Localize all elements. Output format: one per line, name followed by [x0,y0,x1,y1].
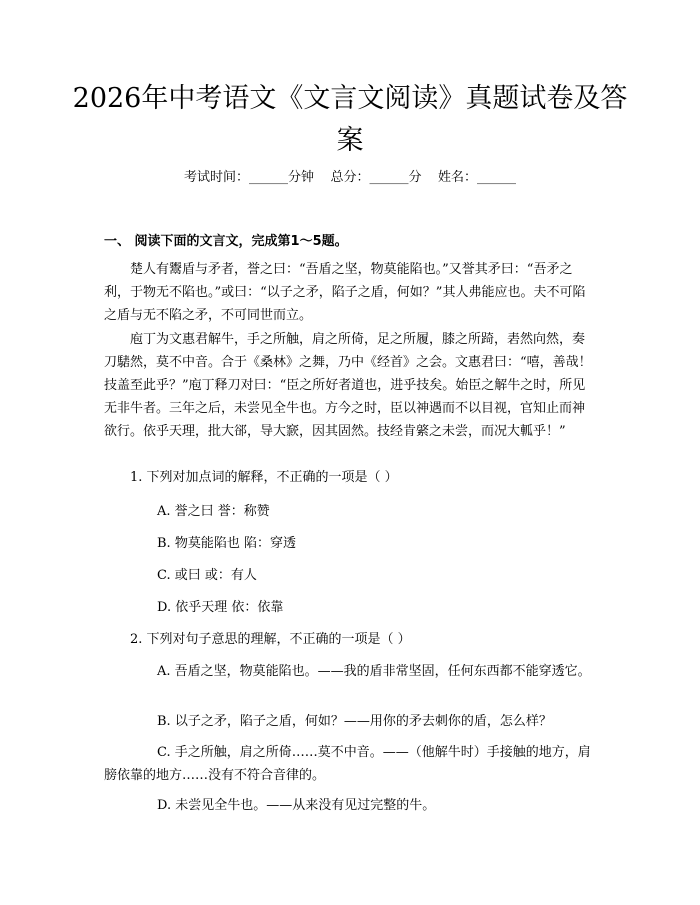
question-2-option-c: C. 手之所触，肩之所倚……莫不中音。——（他解牛时）手接触的地方，肩膀依靠的地方……没有不符合音律的。 [104,745,591,783]
question-1-stem: 1. 下列对加点词的解释，不正确的一项是（ ） [130,470,398,485]
section-heading: 一、 阅读下面的文言文，完成第1～5题。 [104,234,348,249]
question-1-option-b: B. 物莫能陷也 陷：穿透 [157,536,296,551]
question-1-option-a: A. 誉之曰 誉：称赞 [157,504,270,519]
exam-info-line: 考试时间：______分钟 总分：______分 姓名：______ [183,170,517,185]
question-2-option-a: A. 吾盾之坚，物莫能陷也。——我的盾非常坚固，任何东西都不能穿透它。 [157,664,591,679]
question-2-stem: 2. 下列对句子意思的理解，不正确的一项是（ ） [130,632,411,647]
document-title: 2026年中考语文《文言文阅读》真题试卷及答案 [72,83,628,156]
question-2-option-d: D. 未尝见全牛也。——从来没有见过完整的牛。 [157,798,436,813]
question-2-option-b: B. 以子之矛，陷子之盾，何如？——用你的矛去刺你的盾，怎么样？ [157,714,552,729]
passage-paragraph-2: 庖丁为文惠君解牛，手之所触，肩之所倚，足之所履，膝之所踦，砉然向然，奏刀騞然，莫不中音。合于《桑林》之舞，乃中《经首》之会。文惠君曰：“嘻，善哉！技盖至此乎？”庖丁释刀对曰：“臣之所好者道也，进乎技矣。始臣之解牛之时，所见无非牛者。三年之后，未尝见全牛也。方今之时，臣以神遇而不以目视，官知止而神欲行。依乎天理，批大郤，导大窾，因其固然。技经肯綮之未尝，而况大軱乎！” [104,332,592,439]
passage-paragraph-1: 楚人有鬻盾与矛者，誉之曰：“吾盾之坚，物莫能陷也。”又誉其矛曰：“吾矛之利，于物无不陷也。”或曰：“以子之矛，陷子之盾，何如？”其人弗能应也。夫不可陷之盾与无不陷之矛，不可同世而立。 [104,262,586,323]
question-1-option-d: D. 依乎天理 依：依靠 [157,600,284,615]
question-1-option-c: C. 或曰 或：有人 [157,568,257,583]
